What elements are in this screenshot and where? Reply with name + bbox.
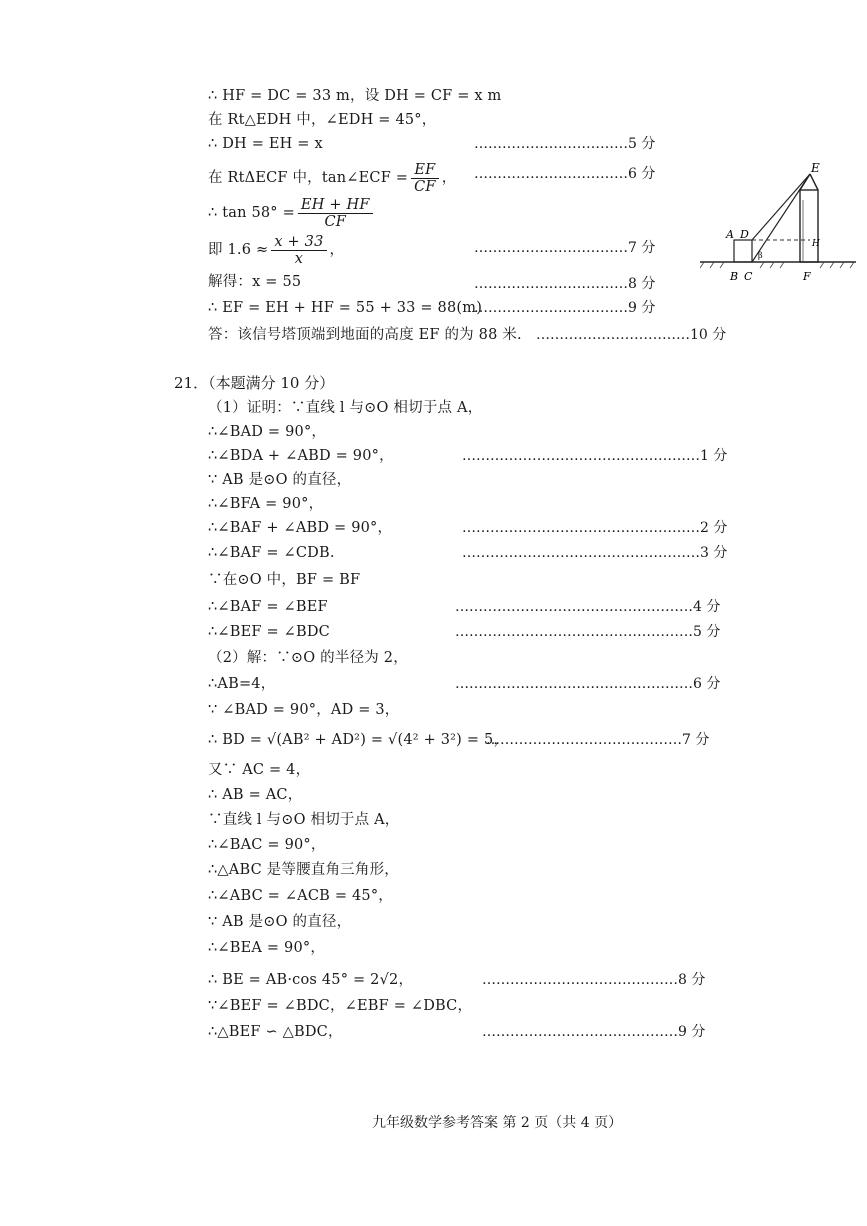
solution-line: ∵ AB 是⊙O 的直径， (208, 914, 352, 930)
solution-line: 又∵ AC = 4， (208, 762, 311, 778)
score-mark: ……………………………………………3 分 (462, 545, 728, 561)
solution-line: ∴∠BFA = 90°， (208, 496, 324, 512)
sight-line-ce (752, 174, 810, 262)
solution-line: ∵ ∠BAD = 90°，AD = 3， (208, 702, 400, 718)
label-d: D (740, 228, 749, 241)
score-mark: ……………………………………………1 分 (462, 448, 728, 464)
label-f: F (803, 270, 811, 283)
sight-line-de (752, 174, 810, 240)
solution-line: ∴ tan 58° = $\frac{EH + HF}{CF}$ (208, 195, 376, 231)
tower-figure (700, 160, 860, 290)
solution-line: ∴ AB = AC， (208, 787, 303, 803)
building-shape (734, 240, 752, 262)
solution-line: 在 Rt△EDH 中，∠EDH = 45°， (208, 112, 437, 128)
score-mark: ……………………………………7 分 (486, 732, 710, 748)
label-b: B (730, 270, 739, 283)
solution-line: ∴ HF = DC = 33 m，设 DH = CF = x m (208, 88, 502, 104)
ground-hatch (700, 262, 854, 268)
score-mark: ……………………………7 分 (474, 240, 656, 256)
solution-line: 即 1.6 ≈ $\frac{x + 33}{x}$ ， (208, 233, 345, 267)
score-mark: ……………………………10 分 (536, 327, 727, 343)
label-a: A (726, 228, 734, 241)
label-e: E (811, 161, 820, 175)
solution-line: ∴△ABC 是等腰直角三角形， (208, 862, 399, 878)
solution-line: ∴∠ABC = ∠ACB = 45°， (208, 888, 393, 904)
question-heading: 21．（本题满分 10 分） (174, 374, 335, 392)
solution-line: ∴∠BDA + ∠ABD = 90°， (208, 448, 394, 464)
solution-line: 解得：x = 55 (208, 274, 302, 290)
score-mark: ……………………………………………6 分 (455, 676, 721, 692)
solution-line: ∵∠BEF = ∠BDC，∠EBF = ∠DBC， (208, 998, 473, 1014)
solution-line: ∴∠BEF = ∠BDC (208, 624, 330, 640)
solution-line: 答：该信号塔顶端到地面的高度 EF 的为 88 米. (208, 327, 522, 343)
solution-line: 在 RtΔECF 中，tan∠ECF = $\frac{EF}{CF}$ ， (208, 161, 457, 195)
solution-line: ∴△BEF ∽ △BDC， (208, 1024, 343, 1040)
solution-line: ∴∠BAF = ∠BEF (208, 599, 328, 615)
tan-ecf-text: 在 RtΔECF 中，tan∠ECF = (208, 170, 409, 186)
solution-line: ∴∠BAF + ∠ABD = 90°， (208, 520, 393, 536)
score-mark: ……………………………5 分 (474, 136, 656, 152)
score-mark: ……………………………8 分 (474, 276, 656, 292)
solution-line: ∵在⊙O 中，BF = BF (208, 572, 361, 588)
solution-line: （1）证明：∵直线 l 与⊙O 相切于点 A， (208, 400, 483, 416)
score-mark: ……………………………9 分 (474, 300, 656, 316)
solution-line: ∴ BD = √(AB² + AD²) = √(4² + 3²) = 5， (208, 732, 509, 748)
solution-line: ∵直线 l 与⊙O 相切于点 A， (208, 812, 400, 828)
score-mark: ……………………………………………4 分 (455, 599, 721, 615)
score-mark: ……………………………………9 分 (482, 1024, 706, 1040)
score-mark: ……………………………………8 分 (482, 972, 706, 988)
fraction: $\frac{x + 33}{x}$ (271, 234, 326, 267)
solution-line: ∴AB=4， (208, 676, 276, 692)
score-mark: ……………………………6 分 (474, 166, 656, 182)
page-footer: 九年级数学参考答案 第 2 页（共 4 页） (372, 1115, 623, 1131)
solution-line: ∴ BE = AB·cos 45° = 2√2， (208, 972, 414, 988)
solution-line: ∵ AB 是⊙O 的直径， (208, 472, 352, 488)
score-mark: ……………………………………………5 分 (455, 624, 721, 640)
label-beta: β (758, 251, 763, 260)
solution-line: ∴∠BAF = ∠CDB. (208, 545, 335, 561)
fraction: $\frac{EF}{CF}$ (411, 162, 439, 195)
label-h: H (812, 239, 820, 249)
solution-line: ∴ DH = EH = x (208, 136, 323, 152)
solution-line: （2）解：∵⊙O 的半径为 2， (208, 650, 408, 666)
solution-line: ∴∠BAD = 90°， (208, 424, 327, 440)
score-mark: ……………………………………………2 分 (462, 520, 728, 536)
solution-line: ∴∠BEA = 90°， (208, 940, 326, 956)
solution-line: ∴ EF = EH + HF = 55 + 33 = 88(m) (208, 300, 483, 316)
fraction: $\frac{EH + HF}{CF}$ (298, 197, 373, 230)
solution-line: ∴∠BAC = 90°， (208, 837, 326, 853)
tower-top-right (810, 174, 818, 190)
label-c: C (744, 270, 753, 283)
